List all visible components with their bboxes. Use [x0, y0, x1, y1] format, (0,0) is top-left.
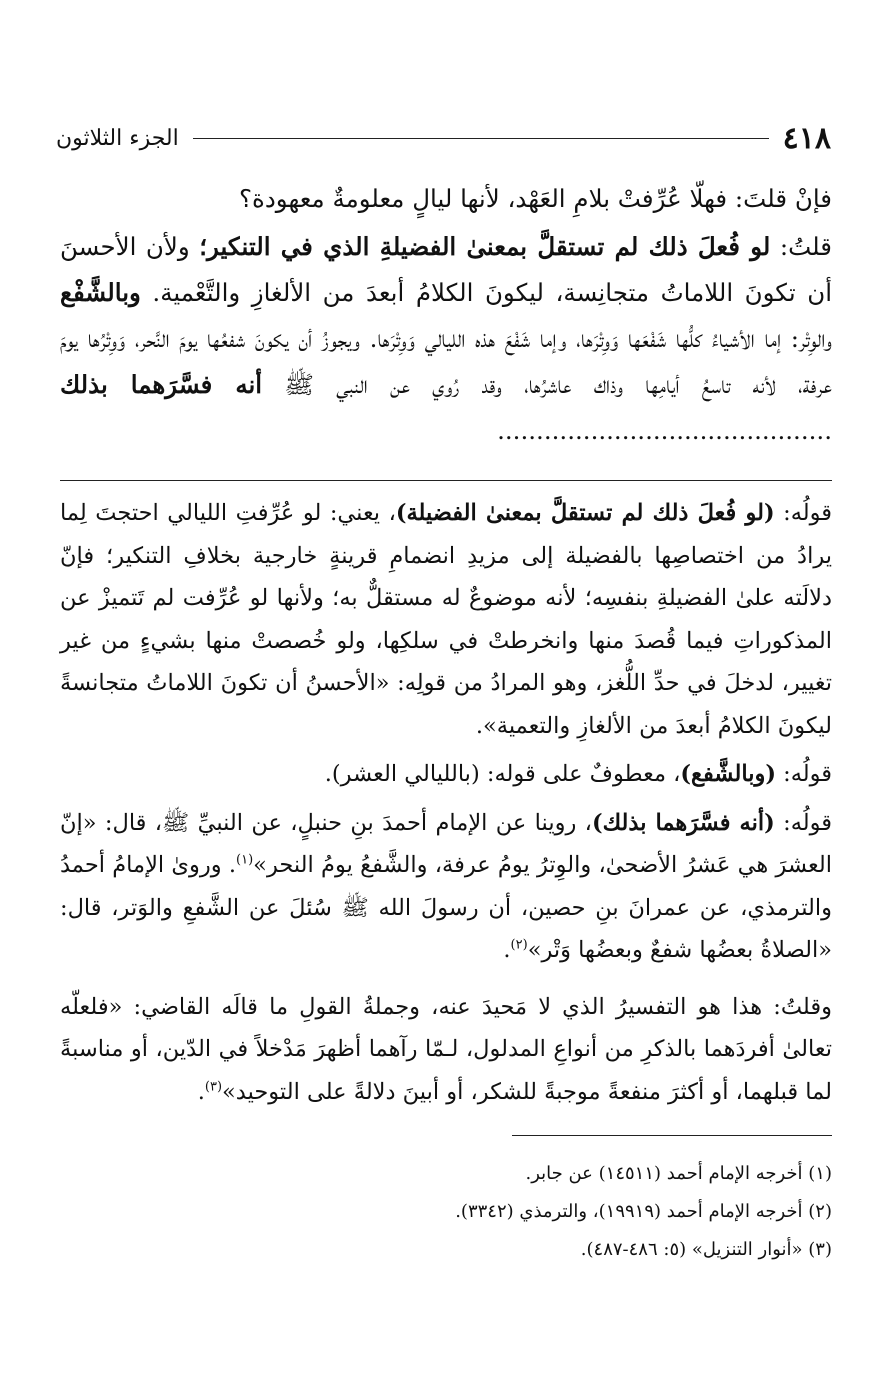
- continuation-dots: ...........................................: [497, 416, 832, 445]
- footnote-2: (٢) أخرجه الإمام أحمد (١٩٩١٩)، والترمذي (٣٣٤٢).: [455, 1201, 832, 1222]
- footnote-1: (١) أخرجه الإمام أحمد (١٤٥١١) عن جابر.: [525, 1163, 832, 1184]
- page-number: ٤١٨: [782, 120, 831, 156]
- footnote-ref-2[interactable]: (٢): [510, 937, 528, 953]
- commentary-text: [60, 492, 832, 1119]
- footnotes: [60, 1155, 832, 1269]
- answer-quote-shafa: وبالشَّفْع: [60, 278, 141, 307]
- c1-prefix: قولُه:: [774, 500, 832, 526]
- main-text: [60, 176, 832, 456]
- commentary-paragraph-2: [60, 753, 832, 796]
- c4-end: .: [197, 1078, 205, 1105]
- answer-prefix: قلتُ:: [770, 232, 832, 261]
- commentary-paragraph-4: [60, 986, 832, 1114]
- c3-text: ، روينا عن الإمام أحمدَ بنِ حنبلٍ، عن النبيِّ ﷺ، قال: «إنّ العشرَ هي عَشرُ الأضحىٰ، والوِترُ يومُ عرفة، والشَّفعُ يومُ النحر»: [60, 809, 833, 878]
- c3-text-2: . وروىٰ الإمامُ أحمدُ والترمذي، عن عمرانَ بنِ حصين، أن رسولَ الله ﷺ سُئلَ عن الشَّفعِ والوَتر، قال: «الصلاةُ بعضُها شفعٌ وبعضُها وَتْر»: [60, 852, 832, 963]
- section-divider: [60, 480, 832, 481]
- commentary-paragraph-1: [60, 492, 832, 747]
- c2-text: ، معطوفٌ على قوله: (بالليالي العشر).: [324, 761, 681, 787]
- c1-text: ، يعني: لو عُرِّفتِ الليالي احتجتَ لِما يرادُ من اختصاصِها بالفضيلة إلى مزيدِ انضمامِ قرينةٍ خارجية بخلافِ التنكير؛ فإنّ دلالَته علىٰ الفضيلةِ بنفسِه؛ لأنه موضوعٌ له مستقلٌّ به؛ ولأنها لو عُرِّفت لم تَتميزْ عن المذكوراتِ فيما قُصدَ منها وانخرطتْ في سلكِها، ولو خُصصتْ منها بشيءٍ من غير تغيير، لدخلَ في حدِّ اللُّغز، وهو المرادُ من قولِه: «الأحسنُ أن تكونَ اللاماتُ متجانسةً ليكونَ الكلامُ أبعدَ من الألغازِ والتعمية».: [60, 500, 832, 739]
- commentary-paragraph-3: [60, 802, 832, 972]
- c4-text: وقلتُ: هذا هو التفسيرُ الذي لا مَحيدَ عنه، وجملةُ القولِ ما قالَه القاضي: «فلعلّه تعالىٰ أفردَهما بالذكرِ من أنواعِ المدلول، لـمّا رآهما أظهرَ مَدْخلاً في الدّين، أو مناسبةً لما قبلهما، أو أكثرَ منفعةً موجبةً للشكر، أو أبينَ دلالةً على التوحيد»: [60, 993, 832, 1105]
- c2-quote: (وبالشَّفع): [680, 761, 776, 787]
- answer-quote: لو فُعلَ ذلك لم تستقلَّ بمعنىٰ الفضيلةِ الذي في التنكير؛: [199, 232, 771, 261]
- answer-text-2: والوِتْر: إما الأشياءُ كلُّها شَفْعَها وَوِتْرَها، وإما شَفْعَ هذه الليالي وَوِتْرَها. ويجوزُ أن يكونَ شفعُها يومَ النَّحر، وَوِتْرُها يومَ عرفة، لأنه تاسعُ أيامِها وذاك عاشرُها، وقد رُوي عن النبي ﷺ: [60, 324, 832, 399]
- answer-text: ولأن الأحسنَ أن تكونَ اللاماتُ متجانِسة، ليكونَ الكلامُ أبعدَ من الألغازِ والتَّعْمية.: [60, 232, 832, 307]
- footnote-rule: [512, 1135, 832, 1136]
- main-paragraph-question: فإنْ قلتَ: فهلّا عُرِّفتْ بلامِ العَهْد، لأنها ليالٍ معلومةٌ معهودة؟: [239, 184, 832, 213]
- footnote-ref-1[interactable]: (١): [236, 852, 254, 868]
- footnote-3: (٣) «أنوار التنزيل» (٥: ٤٨٦-٤٨٧).: [580, 1239, 832, 1260]
- header-rule: [193, 138, 769, 139]
- c1-quote: (لو فُعلَ ذلك لم تستقلَّ بمعنىٰ الفضيلة): [395, 500, 775, 526]
- main-paragraph-answer: [60, 224, 832, 454]
- footnote-ref-3[interactable]: (٣): [204, 1079, 223, 1094]
- c2-prefix: قولُه:: [775, 761, 832, 787]
- answer-quote-tafsir: أنه فسَّرَهما بذلك: [60, 370, 263, 399]
- page-header: [56, 118, 831, 158]
- c3-quote: (أنه فسَّرَهما بذلك): [591, 809, 775, 836]
- running-title: الجزء الثلاثون: [56, 125, 179, 151]
- c3-end: .: [503, 937, 511, 963]
- c3-prefix: قولُه:: [774, 809, 832, 836]
